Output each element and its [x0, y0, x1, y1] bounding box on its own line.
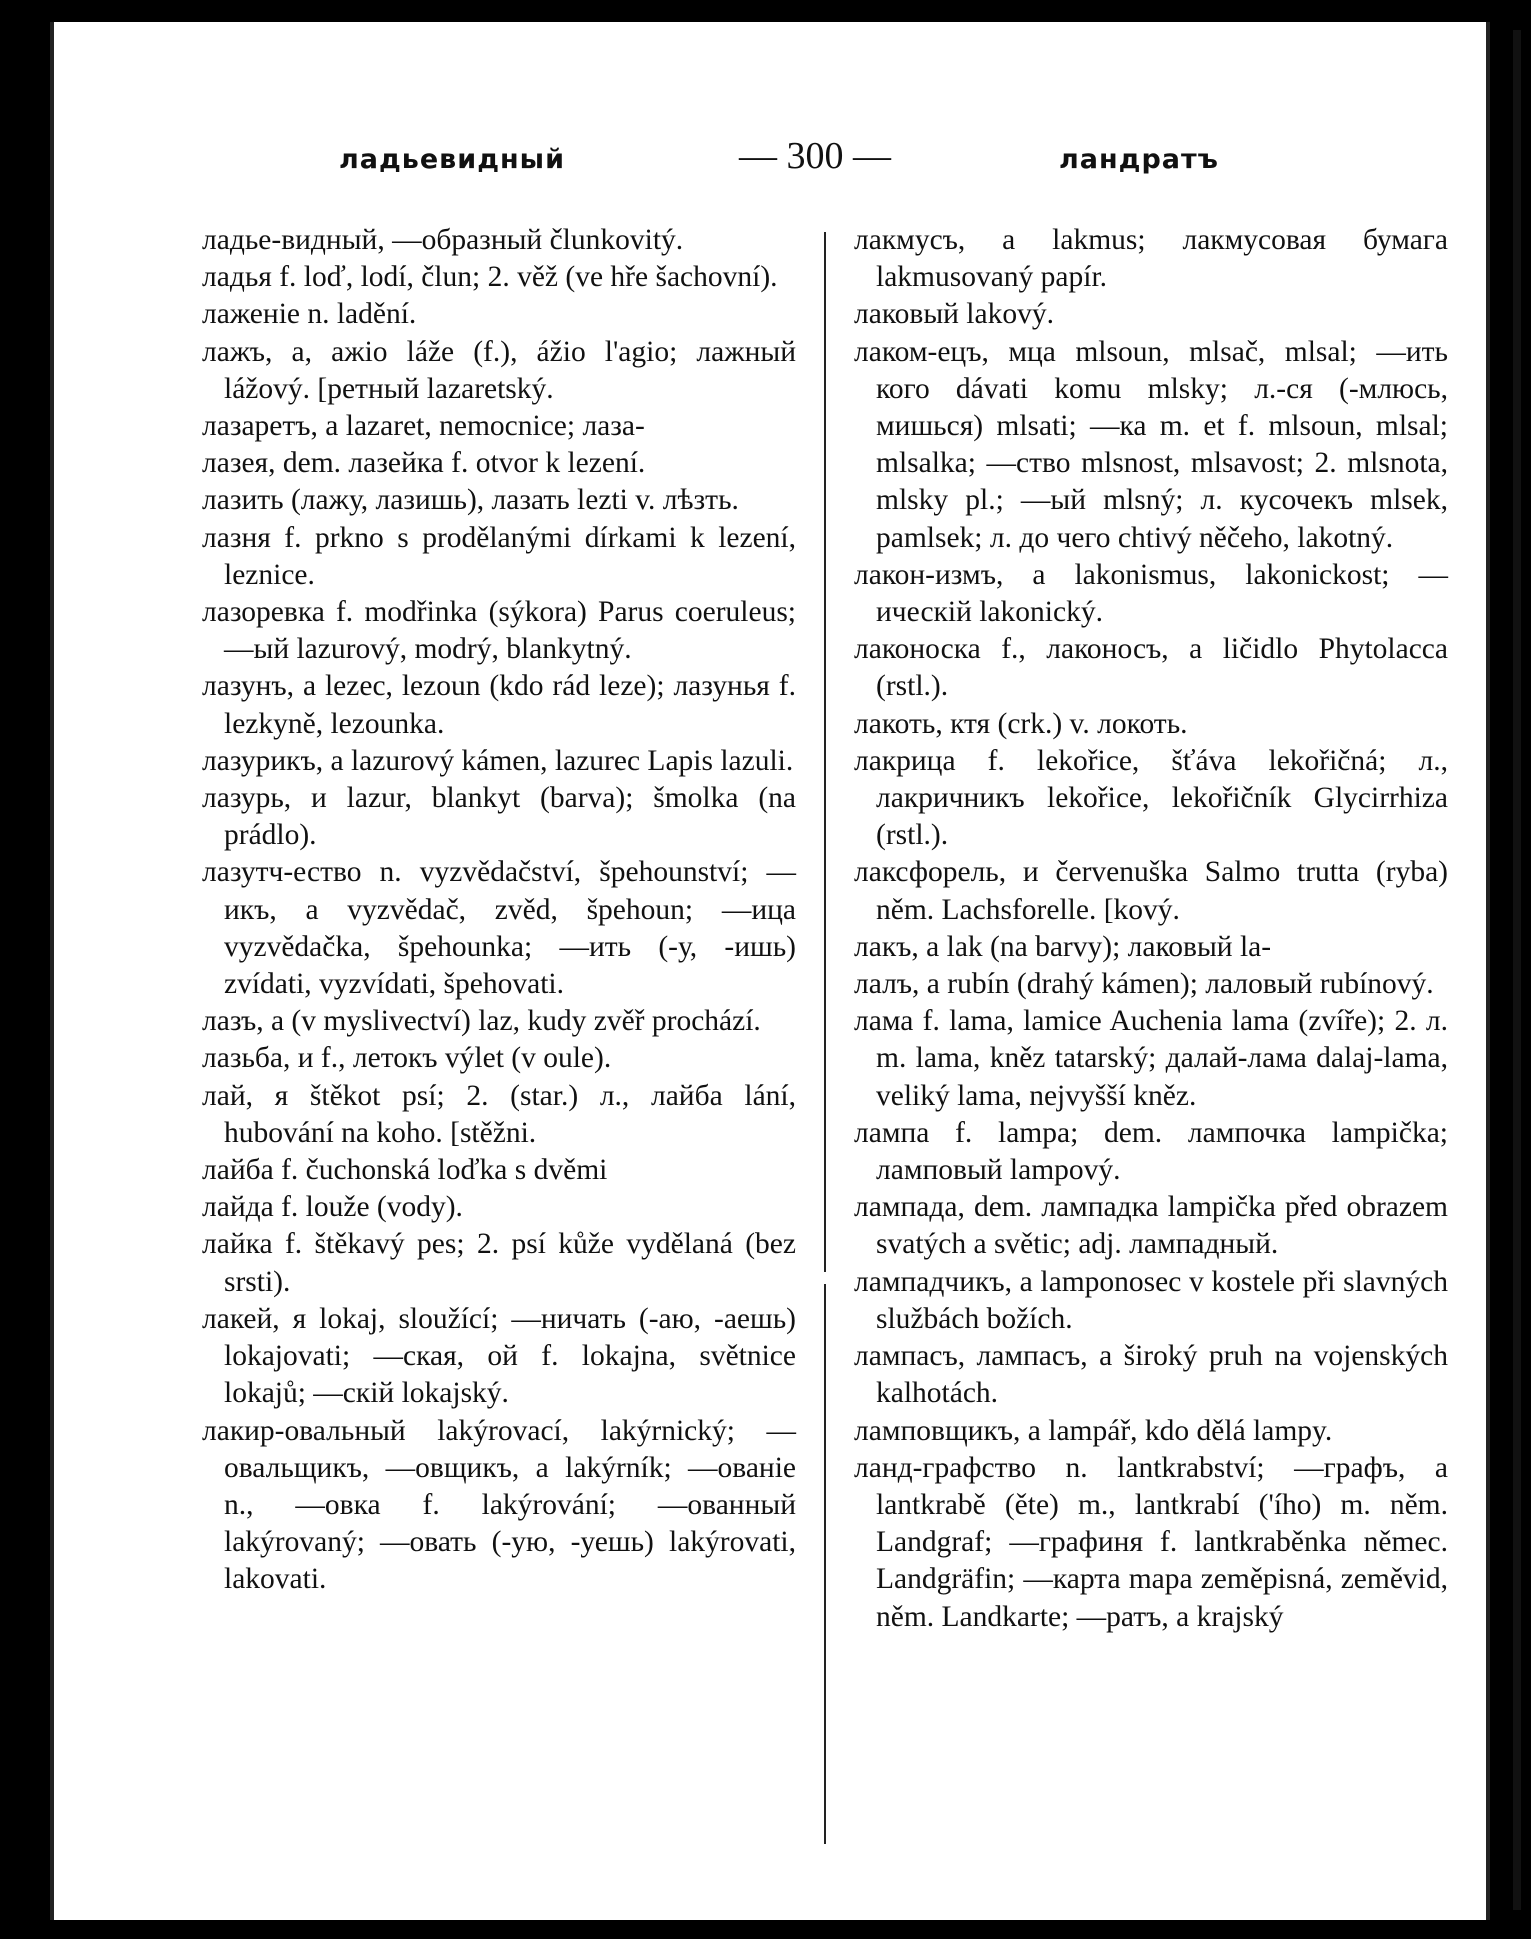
dictionary-entry: лайка f. štěkavý pes; 2. psí kůže vydělaná (bez srsti). [202, 1228, 796, 1298]
header-left-guide-word: ладьевидный [339, 144, 565, 175]
dictionary-entry: лазить (лажу, лазишь), лазать lezti v. лѣзть. [202, 484, 739, 517]
dictionary-entry: лакмусъ, а lakmus; лакмусовая бумага lakmusovaný papír. [854, 224, 1448, 294]
dictionary-entry: лажъ, а, ажio láže (f.), ážio l'agio; лажный lážový. [ретный lazaretský. [202, 335, 796, 405]
dictionary-entry: лазоревка f. modřinka (sýkora) Parus coeruleus; —ый lazurový, modrý, blankytný. [202, 596, 796, 666]
page-header [54, 134, 1486, 194]
dictionary-entry: лакрица f. lekořice, šťáva lekořičná; л., лакричникъ lekořice, lekořičník Glycirrhiza (rstl.). [854, 744, 1448, 852]
dictionary-entry: лаженіе n. ladění. [202, 298, 417, 331]
dictionary-entry: лазурь, и lazur, blankyt (barva); šmolka (na prádlo). [202, 782, 796, 852]
dictionary-entry: ланд-графство n. lantkrabství; —графъ, а lantkrabě (ěte) m., lantkrabí ('ího) m. něm. Landgraf; —графиня f. lantkraběnka němec. Landgräfin; —карта mapa zeměpisná, zeměvid, něm. Landkarte; —ратъ, а krajský [854, 1451, 1448, 1633]
dictionary-entry: лакъ, а lak (na barvy); лаковый la- [854, 930, 1272, 963]
dictionary-entry: лампасъ, лампасъ, а široký pruh na vojenských kalhotách. [854, 1340, 1448, 1410]
dictionary-entry: лакон-измъ, а lakonismus, lakonickost; —ическій lakonický. [854, 558, 1448, 629]
dictionary-entry: лазаретъ, а lazaret, nemocnice; лаза- [202, 410, 645, 443]
dictionary-entry: лалъ, а rubín (drahý kámen); лаловый rubínový. [854, 968, 1434, 1001]
dictionary-entry: лампада, dem. лампадка lampička před obrazem svatých a světic; adj. лампадный. [854, 1191, 1448, 1261]
dictionary-entry: лампа f. lampa; dem. лампочка lampička; ламповый lampový. [854, 1116, 1448, 1187]
dictionary-entry: лазня f. prkno s prodělanými dírkami k lezení, leznice. [202, 521, 796, 591]
page-number: — 300 — [739, 135, 891, 177]
dictionary-entry: лазурикъ, а lazurový kámen, lazurec Lapis lazuli. [202, 744, 794, 777]
page-edge-shadow [1513, 30, 1521, 1910]
dictionary-entry: лакир-овальный lakýrovací, lakýrnický; —овальщикъ, —овщикъ, а lakýrník; —ованіе n., —овка f. lakýrování; —ованный lakýrovaný; —овать (-ую, -уешь) lakýrovati, lakovati. [202, 1414, 796, 1596]
dictionary-entry: лакей, я lokaj, sloužící; —ничать (-аю, -аешь) lokajovati; —ская, ой f. lokajna, světnice lokajů; —скій lokajský. [202, 1302, 796, 1410]
dictionary-entry: лайда f. louže (vody). [202, 1191, 463, 1224]
dictionary-entry: лазъ, а (v myslivectví) laz, kudy zvěř prochází. [202, 1005, 761, 1038]
dictionary-entry: ладье-видный, —образный člunkovitý. [202, 224, 684, 256]
dictionary-entry: лайба f. čuchonská loďka s dvěmi [202, 1154, 608, 1187]
dictionary-entry: лазунъ, а lezec, lezoun (kdo rád leze); лазунья f. lezkyně, lezounka. [202, 670, 796, 740]
column-divider-upper [824, 232, 826, 1272]
dictionary-entry: лазьба, и f., летокъ výlet (v oule). [202, 1042, 612, 1075]
dictionary-entry: лаком-ецъ, мца mlsoun, mlsač, mlsal; —ить кого dávati komu mlsky; л.-ся (-млюсь, мишься) mlsati; —ка m. et f. mlsoun, mlsal; mlsalka; —ство mlsnost, mlsavost; 2. mlsnota, mlsky pl.; —ый mlsný; л. кусочекъ mlsek, pamlsek; л. до чего chtivý něčeho, lakotný. [854, 335, 1448, 554]
dictionary-entry: лазутч-ество n. vyzvědačství, špehounství; —икъ, а vyzvědač, zvěd, špehoun; —ица vyzvědačka, špehounka; —ить (-у, -ишь) zvídati, vyzvídati, špehovati. [202, 856, 796, 1001]
right-column [854, 222, 1448, 1636]
dictionary-entry: ладья f. loď, lodí, člun; 2. věž (ve hře šachovní). [202, 261, 778, 294]
dictionary-entry: лакоть, ктя (crk.) v. локоть. [854, 707, 1188, 740]
column-divider-lower [824, 1284, 826, 1844]
dictionary-entry: лаковый lakový. [854, 298, 1054, 331]
dictionary-entry: лаконоска f., лаконосъ, а ličidlo Phytolacca (rstl.). [854, 633, 1448, 703]
dictionary-entry: лай, я štěkot psí; 2. (star.) л., лайба lání, hubování na koho. [stěžni. [202, 1079, 796, 1149]
header-right-guide-word: ландратъ [1059, 144, 1219, 175]
dictionary-entry: лампадчикъ, а lamponosec v kostele při slavných službách božích. [854, 1265, 1448, 1335]
dictionary-entry: лама f. lama, lamice Auchenia lama (zvíře); 2. л. m. lama, kněz tatarský; далай-лама dalaj-lama, veliký lama, nejvyšší kněz. [854, 1005, 1448, 1112]
dictionary-entry: лазея, dem. лазейка f. otvor k lezení. [202, 447, 646, 480]
dictionary-entry: лаксфорель, и červenuška Salmo trutta (ryba) něm. Lachsforelle. [kový. [854, 856, 1448, 926]
dictionary-page [50, 22, 1490, 1920]
left-column [202, 222, 796, 1599]
dictionary-entry: ламповщикъ, а lampář, kdo dělá lampy. [854, 1414, 1333, 1447]
